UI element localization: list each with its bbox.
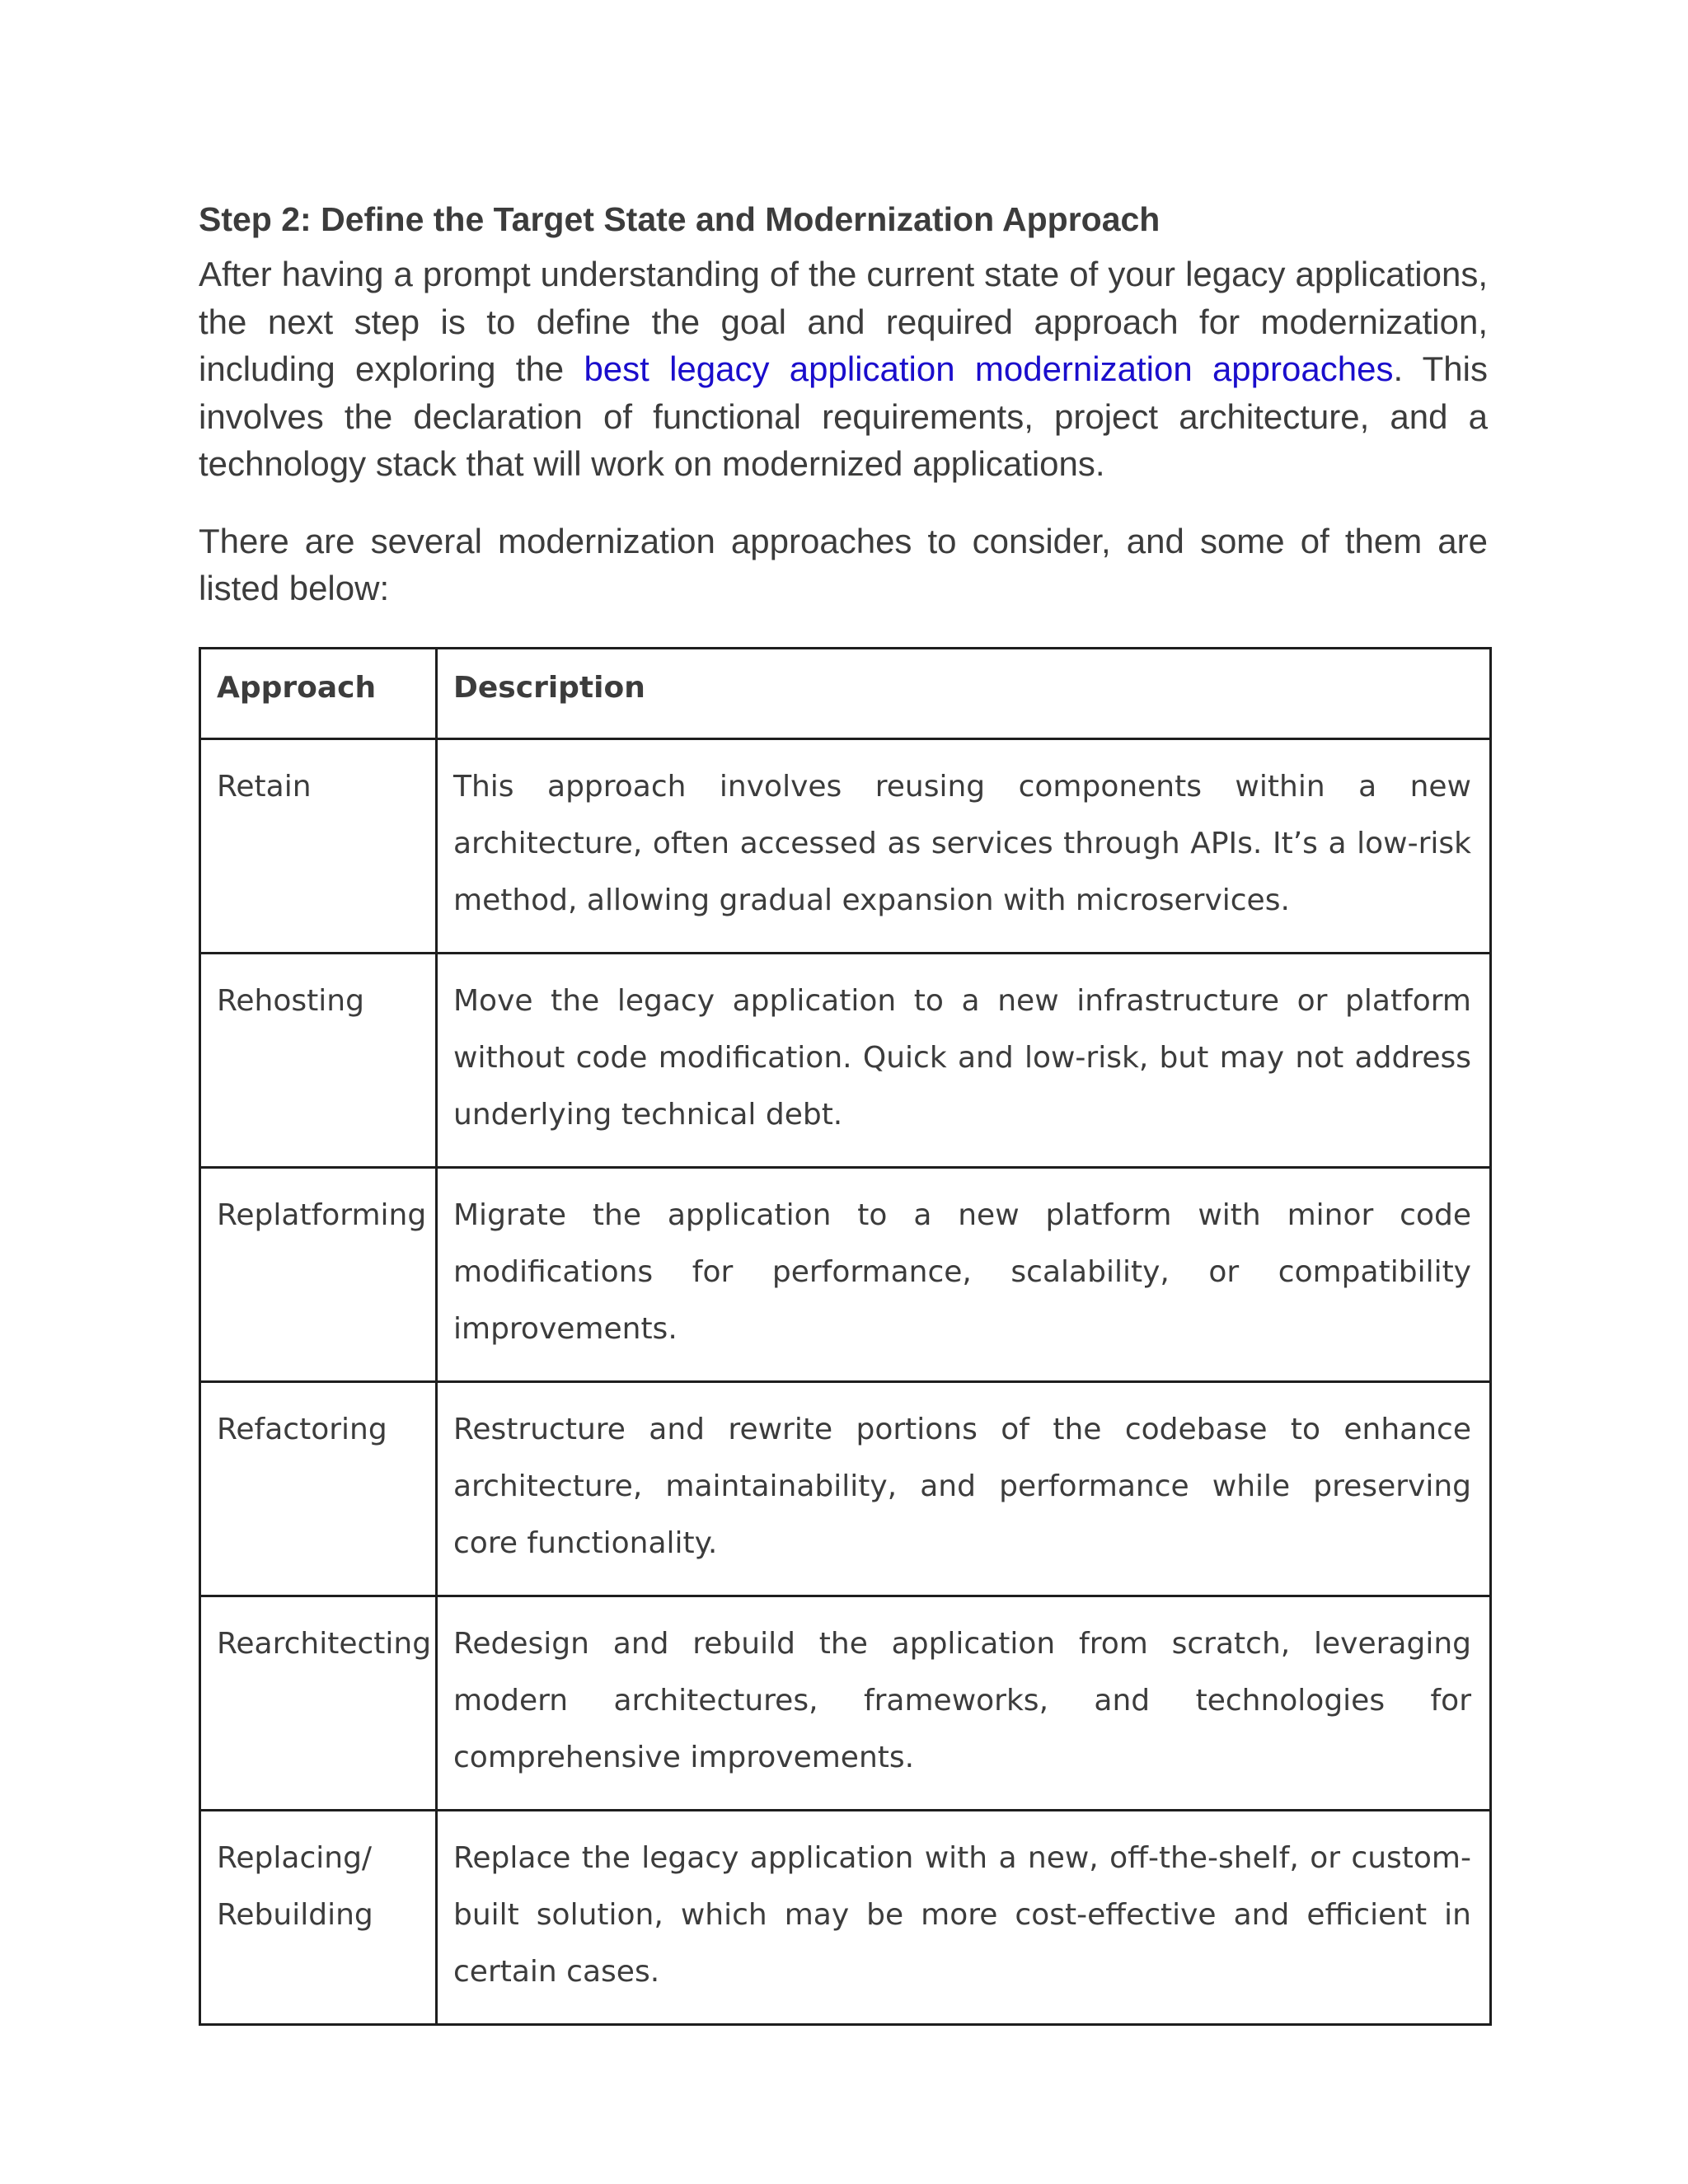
table-header-row xyxy=(200,649,1491,739)
approach-name: Replatforming xyxy=(200,1168,437,1382)
intro-text-end: . This involves the declaration of functional requirements, project architecture, and a technology stack that will work on modernized applications. xyxy=(199,349,1488,483)
table-row xyxy=(200,1811,1491,2025)
modernization-approaches-link[interactable]: best legacy application modernization approaches xyxy=(584,349,1394,388)
table-row xyxy=(200,954,1491,1168)
table-row xyxy=(200,1382,1491,1596)
approach-description: Migrate the application to a new platform with minor code modifications for performance, scalability, or compatibility improvements. xyxy=(437,1168,1491,1382)
approach-description: Replace the legacy application with a new, off-the-shelf, or custom-built solution, which may be more cost-effective and efficient in certain cases. xyxy=(437,1811,1491,2025)
approach-description: Move the legacy application to a new infrastructure or platform without code modification. Quick and low-risk, but may not address underlying technical debt. xyxy=(437,954,1491,1168)
intro-text-start: After having a prompt understanding of the current state of your legacy applications, the next step is to define the goal and required approach for modernization, including exploring the xyxy=(199,255,1488,388)
approach-name: Rehosting xyxy=(200,954,437,1168)
approach-description: Redesign and rebuild the application from scratch, leveraging modern architectures, frameworks, and technologies for comprehensive improvements. xyxy=(437,1596,1491,1811)
table-row xyxy=(200,1596,1491,1811)
header-description: Description xyxy=(437,649,1491,739)
section-heading: Step 2: Define the Target State and Modernization Approach xyxy=(199,200,1160,238)
table-row xyxy=(200,739,1491,954)
approach-name: Replacing/ Rebuilding xyxy=(200,1811,437,2025)
table-row xyxy=(200,1168,1491,1382)
approach-description: This approach involves reusing components within a new architecture, often accessed as services through APIs. It’s a low-risk method, allowing gradual expansion with microservices. xyxy=(437,739,1491,954)
approach-name: Refactoring xyxy=(200,1382,437,1596)
intro-paragraph xyxy=(199,251,1488,488)
document-body xyxy=(199,196,1488,612)
approach-name: Rearchitecting xyxy=(200,1596,437,1811)
approach-name: Retain xyxy=(200,739,437,954)
approaches-intro-paragraph: There are several modernization approaches to consider, and some of them are listed below: xyxy=(199,521,1488,607)
approaches-table xyxy=(199,647,1492,2026)
approach-description: Restructure and rewrite portions of the codebase to enhance architecture, maintainability, and performance while preserving core functionality. xyxy=(437,1382,1491,1596)
header-approach: Approach xyxy=(200,649,437,739)
